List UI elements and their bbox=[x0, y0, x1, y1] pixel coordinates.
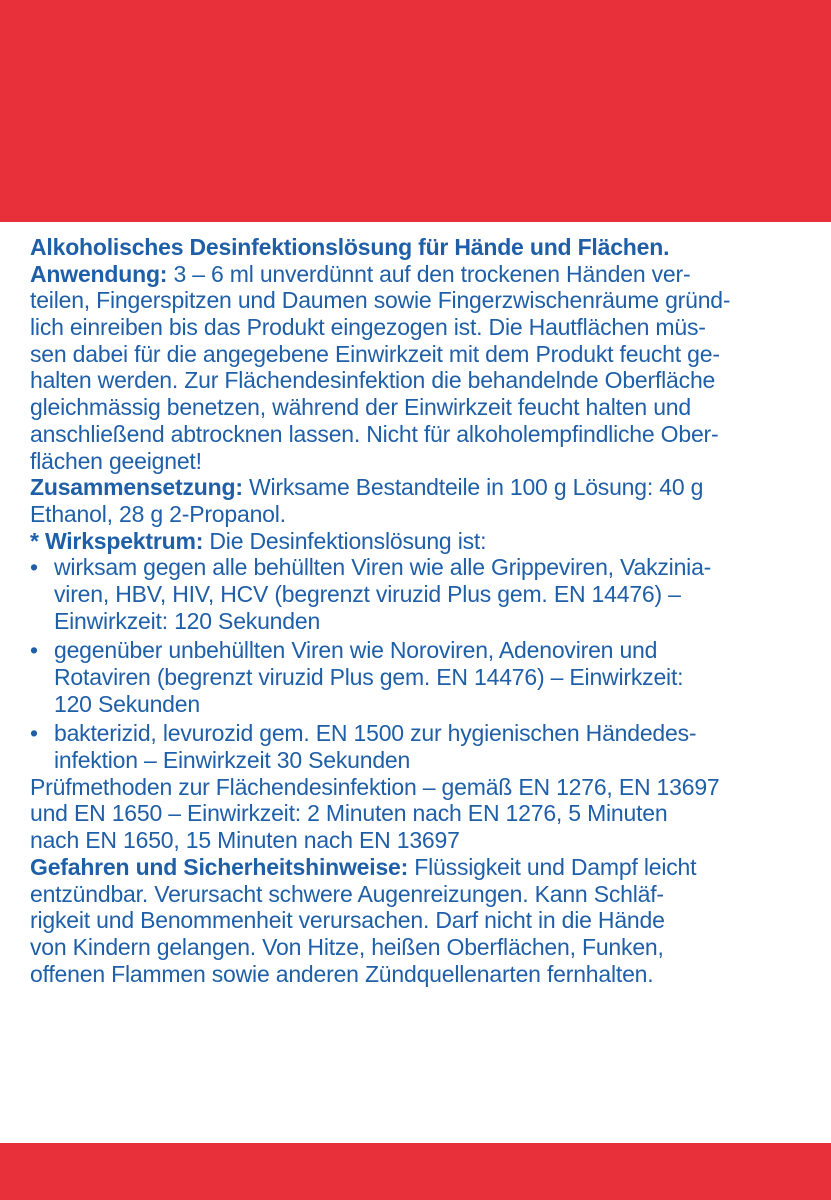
anwendung-line: teilen, Fingerspitzen und Daumen sowie Fingerzwischenräume gründ- bbox=[30, 287, 731, 314]
section-wirkspektrum bbox=[30, 528, 820, 774]
anwendung-line: anschließend abtrocknen lassen. Nicht für alkoholempfindliche Ober- bbox=[30, 420, 719, 447]
gefahren-line: offenen Flammen sowie anderen Zündquellenarten fernhalten. bbox=[30, 960, 654, 987]
pruefmethoden-line: und EN 1650 – Einwirkzeit: 2 Minuten nach EN 1276, 5 Minuten bbox=[30, 800, 668, 827]
bullet-line: wirksam gegen alle behüllten Viren wie alle Grippeviren, Vakzinia- bbox=[54, 554, 712, 581]
pruefmethoden-line: nach EN 1650, 15 Minuten nach EN 13697 bbox=[30, 827, 460, 854]
pruefmethoden-line: Prüfmethoden zur Flächendesinfektion – gemäß EN 1276, EN 13697 bbox=[30, 773, 720, 800]
bottom-red-band bbox=[0, 1143, 831, 1200]
gefahren-line: entzündbar. Verursacht schwere Augenreizungen. Kann Schläf- bbox=[30, 880, 664, 907]
bullet-line: Einwirkzeit: 120 Sekunden bbox=[54, 607, 321, 634]
zusammensetzung-line: Wirksame Bestandteile in 100 g Lösung: 40 g bbox=[242, 474, 704, 501]
anwendung-line: lich einreiben bis das Produkt eingezogen ist. Die Hautflächen müs- bbox=[30, 314, 706, 341]
bullet-icon: • bbox=[30, 554, 38, 581]
gefahren-line: von Kindern gelangen. Von Hitze, heißen Oberflächen, Funken, bbox=[30, 933, 664, 960]
heading-anwendung: Anwendung: bbox=[30, 260, 168, 287]
bullet-line: gegenüber unbehüllten Viren wie Noroviren, Adenoviren und bbox=[54, 637, 658, 664]
section-anwendung bbox=[30, 261, 820, 475]
heading-gefahren: Gefahren und Sicherheitshinweise: bbox=[30, 853, 409, 880]
anwendung-line: sen dabei für die angegebene Einwirkzeit mit dem Produkt feucht ge- bbox=[30, 340, 720, 367]
bullet-line: 120 Sekunden bbox=[54, 690, 200, 717]
gefahren-line: rigkeit und Benommenheit verursachen. Darf nicht in die Hände bbox=[30, 907, 665, 934]
bullet-item bbox=[30, 637, 820, 717]
zusammensetzung-line: Ethanol, 28 g 2-Propanol. bbox=[30, 500, 286, 527]
label-title: Alkoholisches Desinfektionslösung für Hände und Flächen. bbox=[30, 234, 670, 260]
gefahren-line: Flüssigkeit und Dampf leicht bbox=[408, 853, 697, 880]
heading-wirkspektrum: * Wirkspektrum: bbox=[30, 527, 204, 554]
bullet-icon: • bbox=[30, 637, 38, 664]
bullet-line: bakterizid, levurozid gem. EN 1500 zur hygienischen Händedes- bbox=[54, 720, 697, 747]
product-label-text bbox=[30, 234, 820, 987]
heading-zusammensetzung: Zusammensetzung: bbox=[30, 474, 243, 501]
anwendung-line: halten werden. Zur Flächendesinfektion die behandelnde Oberfläche bbox=[30, 367, 716, 394]
bullet-item bbox=[30, 554, 820, 634]
anwendung-line: gleichmässig benetzen, während der Einwirkzeit feucht halten und bbox=[30, 394, 691, 421]
bullet-line: Rotaviren (begrenzt viruzid Plus gem. EN 14476) – Einwirkzeit: bbox=[54, 664, 684, 690]
bullet-line: viren, HBV, HIV, HCV (begrenzt viruzid Plus gem. EN 14476) – bbox=[54, 580, 681, 607]
section-gefahren bbox=[30, 854, 820, 987]
anwendung-line: 3 – 6 ml unverdünnt auf den trockenen Händen ver- bbox=[167, 260, 691, 287]
bullet-item bbox=[30, 720, 820, 773]
top-red-band bbox=[0, 0, 831, 222]
wirkspektrum-intro: Die Desinfektionslösung ist: bbox=[203, 527, 487, 554]
bullet-icon: • bbox=[30, 720, 38, 747]
section-zusammensetzung bbox=[30, 474, 820, 527]
section-pruefmethoden bbox=[30, 774, 820, 854]
anwendung-line: flächen geeignet! bbox=[30, 447, 202, 474]
bullet-line: infektion – Einwirkzeit 30 Sekunden bbox=[54, 747, 411, 774]
